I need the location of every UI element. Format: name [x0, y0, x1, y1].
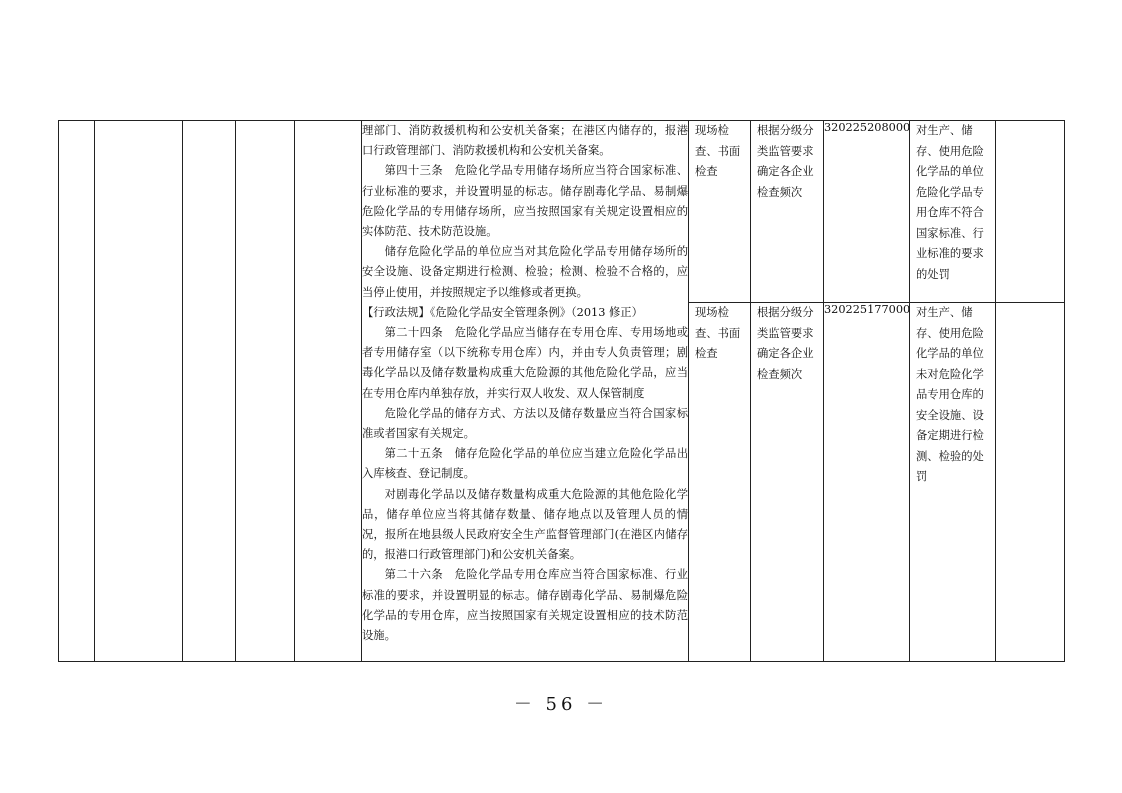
- inspection-frequency-cell: [751, 121, 824, 303]
- inspection-frequency-cell: [751, 303, 824, 662]
- item-code-cell: [824, 303, 910, 662]
- empty-cell-col5: [295, 121, 362, 662]
- empty-cell-col2: [95, 121, 183, 662]
- empty-cell-col3: [183, 121, 236, 662]
- inspection-method: 现场检查、书面检查: [695, 306, 741, 360]
- inspection-method-cell: [689, 303, 751, 662]
- penalty-item: 对生产、储存、使用危险化学品的单位危险化学品专用仓库不符合国家标准、行业标准的要求的处罚: [916, 124, 984, 281]
- item-code: 320225177000: [824, 303, 911, 316]
- table-row: [59, 121, 1065, 303]
- law-heading: 【行政法规】《危险化学品安全管理条例》（2013 修正）: [362, 305, 643, 319]
- legal-basis-cell: [362, 121, 689, 662]
- empty-cell-col4: [236, 121, 295, 662]
- item-code-cell: [824, 121, 910, 303]
- item-code: 320225208000: [824, 121, 911, 134]
- law-text-paragraph: 储存危险化学品的单位应当对其危险化学品专用储存场所的安全设施、设备定期进行检测、检验；检测、检验不合格的，应当停止使用，并按照规定予以维修或者更换。: [362, 245, 688, 299]
- law-text-paragraph: 第二十四条 危险化学品应当储存在专用仓库、专用场地或者专用储存室（以下统称专用仓库）内，并由专人负责管理；剧毒化学品以及储存数量构成重大危险源的其他危险化学品，应当在专用仓库内单独存放，并实行双人收发、双人保管制度: [362, 326, 688, 400]
- law-text-paragraph: 对剧毒化学品以及储存数量构成重大危险源的其他危险化学品，储存单位应当将其储存数量、储存地点以及管理人员的情况，报所在地县级人民政府安全生产监督管理部门(在港区内储存的，报港口行政管理部门)和公安机关备案。: [362, 487, 688, 562]
- inspection-method-cell: [689, 121, 751, 303]
- inspection-frequency: 根据分级分类监管要求确定各企业检查频次: [757, 124, 814, 199]
- regulation-table: [58, 120, 1065, 662]
- empty-cell-col11: [996, 303, 1065, 662]
- empty-cell-col11: [996, 121, 1065, 303]
- penalty-item: 对生产、储存、使用危险化学品的单位未对危险化学品专用仓库的安全设施、设备定期进行检测、检验的处罚: [916, 306, 984, 483]
- law-text-paragraph: 第二十六条 危险化学品专用仓库应当符合国家标准、行业标准的要求，并设置明显的标志。储存剧毒化学品、易制爆危险化学品的专用仓库，应当按照国家有关规定设置相应的技术防范设施。: [362, 568, 688, 643]
- law-text-paragraph: 危险化学品的储存方式、方法以及储存数量应当符合国家标准或者国家有关规定。: [362, 406, 688, 441]
- penalty-item-cell: [910, 303, 996, 662]
- empty-cell-col1: [59, 121, 95, 662]
- inspection-method: 现场检查、书面检查: [695, 124, 741, 178]
- page-number: － 56 －: [513, 694, 609, 715]
- law-text-paragraph: 第二十五条 储存危险化学品的单位应当建立危险化学品出入库核查、登记制度。: [362, 447, 688, 481]
- inspection-frequency: 根据分级分类监管要求确定各企业检查频次: [757, 306, 814, 381]
- law-text-paragraph: 第四十三条 危险化学品专用储存场所应当符合国家标准、行业标准的要求，并设置明显的标志。储存剧毒化学品、易制爆危险化学品的专用储存场所，应当按照国家有关规定设置相应的实体防范、技术防范设施。: [362, 164, 688, 239]
- law-text-paragraph: 理部门、消防救援机构和公安机关备案；在港区内储存的，报港口行政管理部门、消防救援机构和公安机关备案。: [362, 124, 688, 158]
- penalty-item-cell: [910, 121, 996, 303]
